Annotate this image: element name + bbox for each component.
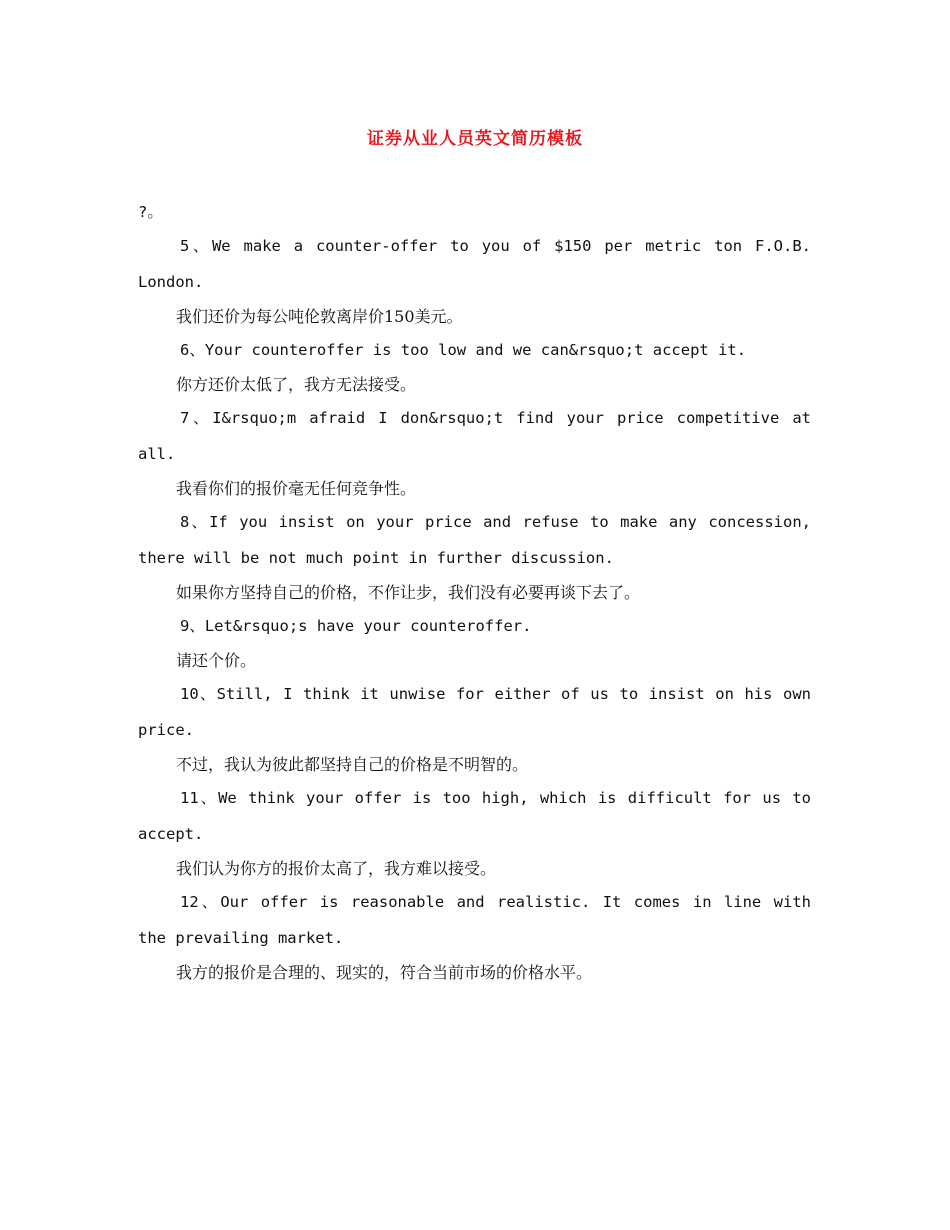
document-body <box>138 194 811 990</box>
item-8-english: 8、If you insist on your price and refuse to make any concession, there will be not much point in further discussion. <box>138 513 811 567</box>
document-title: 证券从业人员英文简历模板 <box>367 129 583 149</box>
item-7-chinese: 我看你们的报价毫无任何竞争性。 <box>176 479 417 498</box>
item-5-chinese: 我们还价为每公吨伦敦离岸价150美元。 <box>176 307 463 326</box>
item-12-chinese: 我方的报价是合理的、现实的，符合当前市场的价格水平。 <box>176 963 593 982</box>
item-8-chinese: 如果你方坚持自己的价格，不作让步，我们没有必要再谈下去了。 <box>176 583 641 602</box>
lead-text: ?。 <box>138 203 163 221</box>
item-11-english: 11、We think your offer is too high, which is difficult for us to accept. <box>138 789 811 843</box>
item-12-english: 12、Our offer is reasonable and realistic. It comes in line with the prevailing market. <box>138 893 811 947</box>
item-10-english: 10、Still, I think it unwise for either of us to insist on his own price. <box>138 685 811 739</box>
item-9-chinese: 请还个价。 <box>176 651 257 670</box>
item-11-chinese: 我们认为你方的报价太高了，我方难以接受。 <box>176 859 497 878</box>
item-6-chinese: 你方还价太低了，我方无法接受。 <box>176 375 417 394</box>
item-7-english: 7、I&rsquo;m afraid I don&rsquo;t find your price competitive at all. <box>138 409 811 463</box>
item-9-english: 9、Let&rsquo;s have your counteroffer. <box>180 617 532 635</box>
item-6-english: 6、Your counteroffer is too low and we can&rsquo;t accept it. <box>180 341 747 359</box>
item-5-english: 5、We make a counter-offer to you of $150 per metric ton F.O.B. London. <box>138 237 811 291</box>
item-10-chinese: 不过，我认为彼此都坚持自己的价格是不明智的。 <box>176 755 529 774</box>
